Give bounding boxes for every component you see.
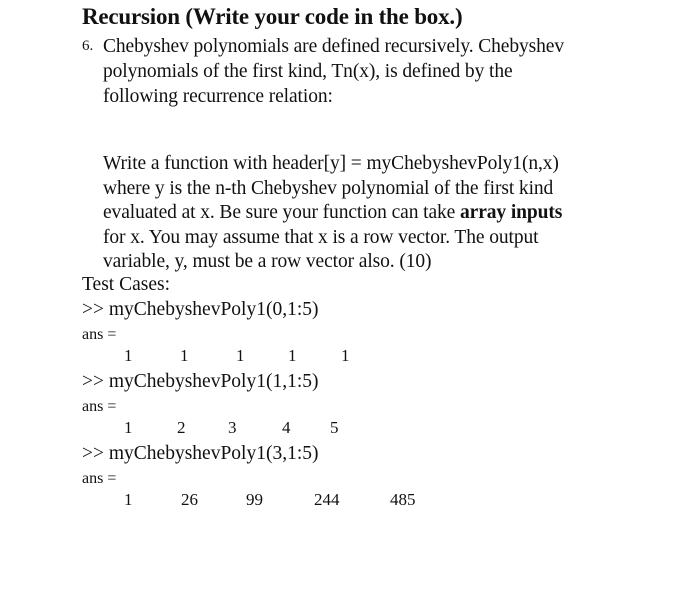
ans-label: ans = — [82, 326, 117, 343]
problem-statement — [82, 34, 642, 109]
result-value: 2 — [177, 418, 186, 437]
test-command: >> myChebyshevPoly1(3,1:5) — [82, 443, 319, 464]
result-value: 1 — [124, 418, 133, 437]
instruction-line: for x. You may assume that x is a row vector. The output — [103, 226, 539, 248]
result-value: 1 — [236, 346, 245, 365]
result-value: 1 — [124, 346, 133, 365]
problem-line: following recurrence relation: — [103, 86, 333, 107]
instruction-line: variable, y, must be a row vector also. (10) — [103, 251, 432, 272]
result-value: 99 — [246, 490, 263, 509]
instructions — [103, 152, 663, 275]
result-value: 1 — [124, 490, 133, 509]
result-row — [82, 489, 642, 513]
result-value: 5 — [330, 418, 339, 437]
test-cases — [82, 273, 642, 513]
emphasis-array-inputs: array inputs — [460, 202, 563, 223]
test-command: >> myChebyshevPoly1(0,1:5) — [82, 299, 319, 320]
result-value: 4 — [282, 418, 291, 437]
instruction-line — [103, 201, 663, 226]
test-command: >> myChebyshevPoly1(1,1:5) — [82, 371, 319, 392]
result-row — [82, 345, 642, 369]
instruction-text: evaluated at x. Be sure your function can take — [103, 202, 460, 223]
problem-text — [103, 34, 642, 109]
result-row — [82, 417, 642, 441]
instruction-line: Write a function with header[y] = myChebyshevPoly1(n,x) — [103, 153, 559, 174]
result-value: 1 — [341, 346, 350, 365]
result-value: 1 — [180, 346, 189, 365]
result-value: 1 — [288, 346, 297, 365]
ans-label: ans = — [82, 398, 117, 415]
section-title: Recursion (Write your code in the box.) — [82, 4, 463, 29]
result-value: 3 — [228, 418, 237, 437]
result-value: 244 — [314, 490, 340, 509]
problem-line: Chebyshev polynomials are defined recursively. Chebyshev — [103, 36, 565, 57]
result-value: 485 — [390, 490, 416, 509]
test-cases-label: Test Cases: — [82, 274, 170, 295]
result-value: 26 — [181, 490, 198, 509]
ans-label: ans = — [82, 470, 117, 487]
problem-line: polynomials of the first kind, Tn(x), is defined by the — [103, 61, 513, 82]
problem-number: 6. — [82, 38, 94, 54]
instruction-line: where y is the n-th Chebyshev polynomial of the first kind — [103, 177, 554, 199]
